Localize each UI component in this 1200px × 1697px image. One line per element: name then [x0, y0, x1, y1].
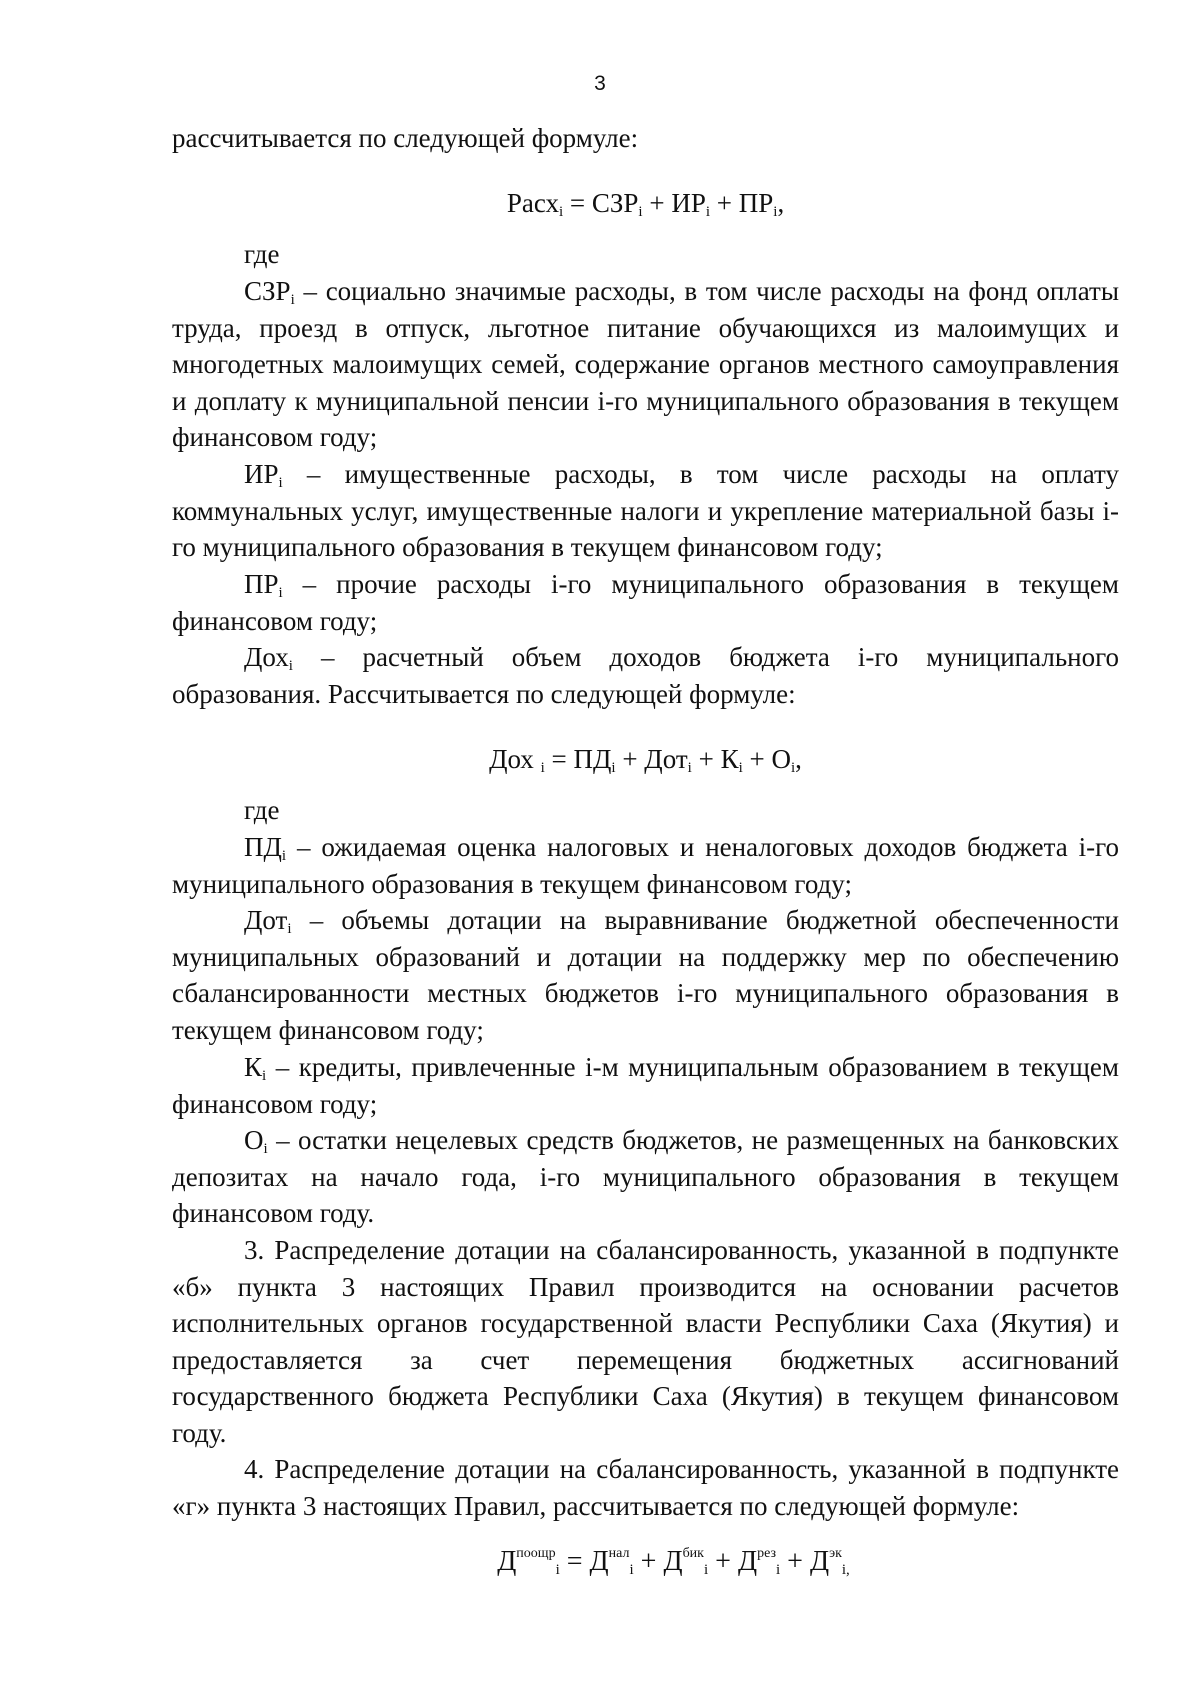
definition-dox: Дох$_i$ – расчетный объем доходов бюджета i-го муниципального образования. Рассчитывается по следующей формуле: — [172, 642, 1119, 709]
formula-incentive: $Д^{поощр}_i = Д^{нал}_i + Д^{бик}_i + Д^{рез}_i + Д^{эк}_{i,}$ — [497, 1546, 850, 1578]
definition-szr: $СЗР_i$ – социально значимые расходы, в том числе расходы на фонд оплаты труда, проезд в отпуск, льготное питание обучающихся из малоимущих и многодетных малоимущих семей, содержание органов местного самоуправления и доплату к муниципальной пенсии i-го муниципального образования в текущем финансовом году; — [172, 276, 1119, 452]
definition-ir: $ИР_i$ – имущественные расходы, в том числе расходы на оплату коммунальных услуг, имущественные налоги и укрепление материальной базы i-го муниципального образования в текущем финансовом году; — [172, 459, 1119, 562]
paragraph-item-3: 3. Распределение дотации на сбалансированность, указанной в подпункте «б» пункта 3 настоящих Правил производится на основании расчетов исполнительных органов государственной власти Республики Саха (Якутия) и предоставляется за счет перемещения бюджетных ассигнований государственного бюджета Республики Саха (Якутия) в текущем финансовом году. — [172, 1235, 1119, 1448]
where-label: где — [244, 239, 280, 269]
formula-income: Дох $_i = ПД_i + Дот_i + К_i + О_i$, — [489, 744, 802, 776]
definition-k: $К_i$ – кредиты, привлеченные i-м муниципальным образованием в текущем финансовом году; — [172, 1052, 1119, 1119]
where-label-2: где — [244, 795, 280, 825]
definition-pr: $ПР_i$ – прочие расходы i-го муниципального образования в текущем финансовом году; — [172, 569, 1119, 636]
definition-dot: Дот$_i$ – объемы дотации на выравнивание бюджетной обеспеченности муниципальных образований и дотации на поддержку мер по обеспечению сбалансированности местных бюджетов i-го муниципального образования в текущем финансовом году; — [172, 905, 1119, 1045]
intro-paragraph: рассчитывается по следующей формуле: — [172, 123, 639, 153]
definition-o: $О_i$ – остатки нецелевых средств бюджетов, не размещенных на банковских депозитах на начало года, i-го муниципального образования в текущем финансовом году. — [172, 1125, 1119, 1228]
definition-pd: $ПД_i$ – ожидаемая оценка налоговых и неналоговых доходов бюджета i-го муниципального образования в текущем финансовом году; — [172, 832, 1119, 899]
formula-expenses: Расх$_i$ = $СЗР_i + ИР_i + ПР_i$, — [506, 188, 785, 220]
page-number: 3 — [594, 72, 606, 95]
paragraph-item-4: 4. Распределение дотации на сбалансированность, указанной в подпункте «г» пункта 3 настоящих Правил, рассчитывается по следующей формуле: — [172, 1454, 1119, 1521]
